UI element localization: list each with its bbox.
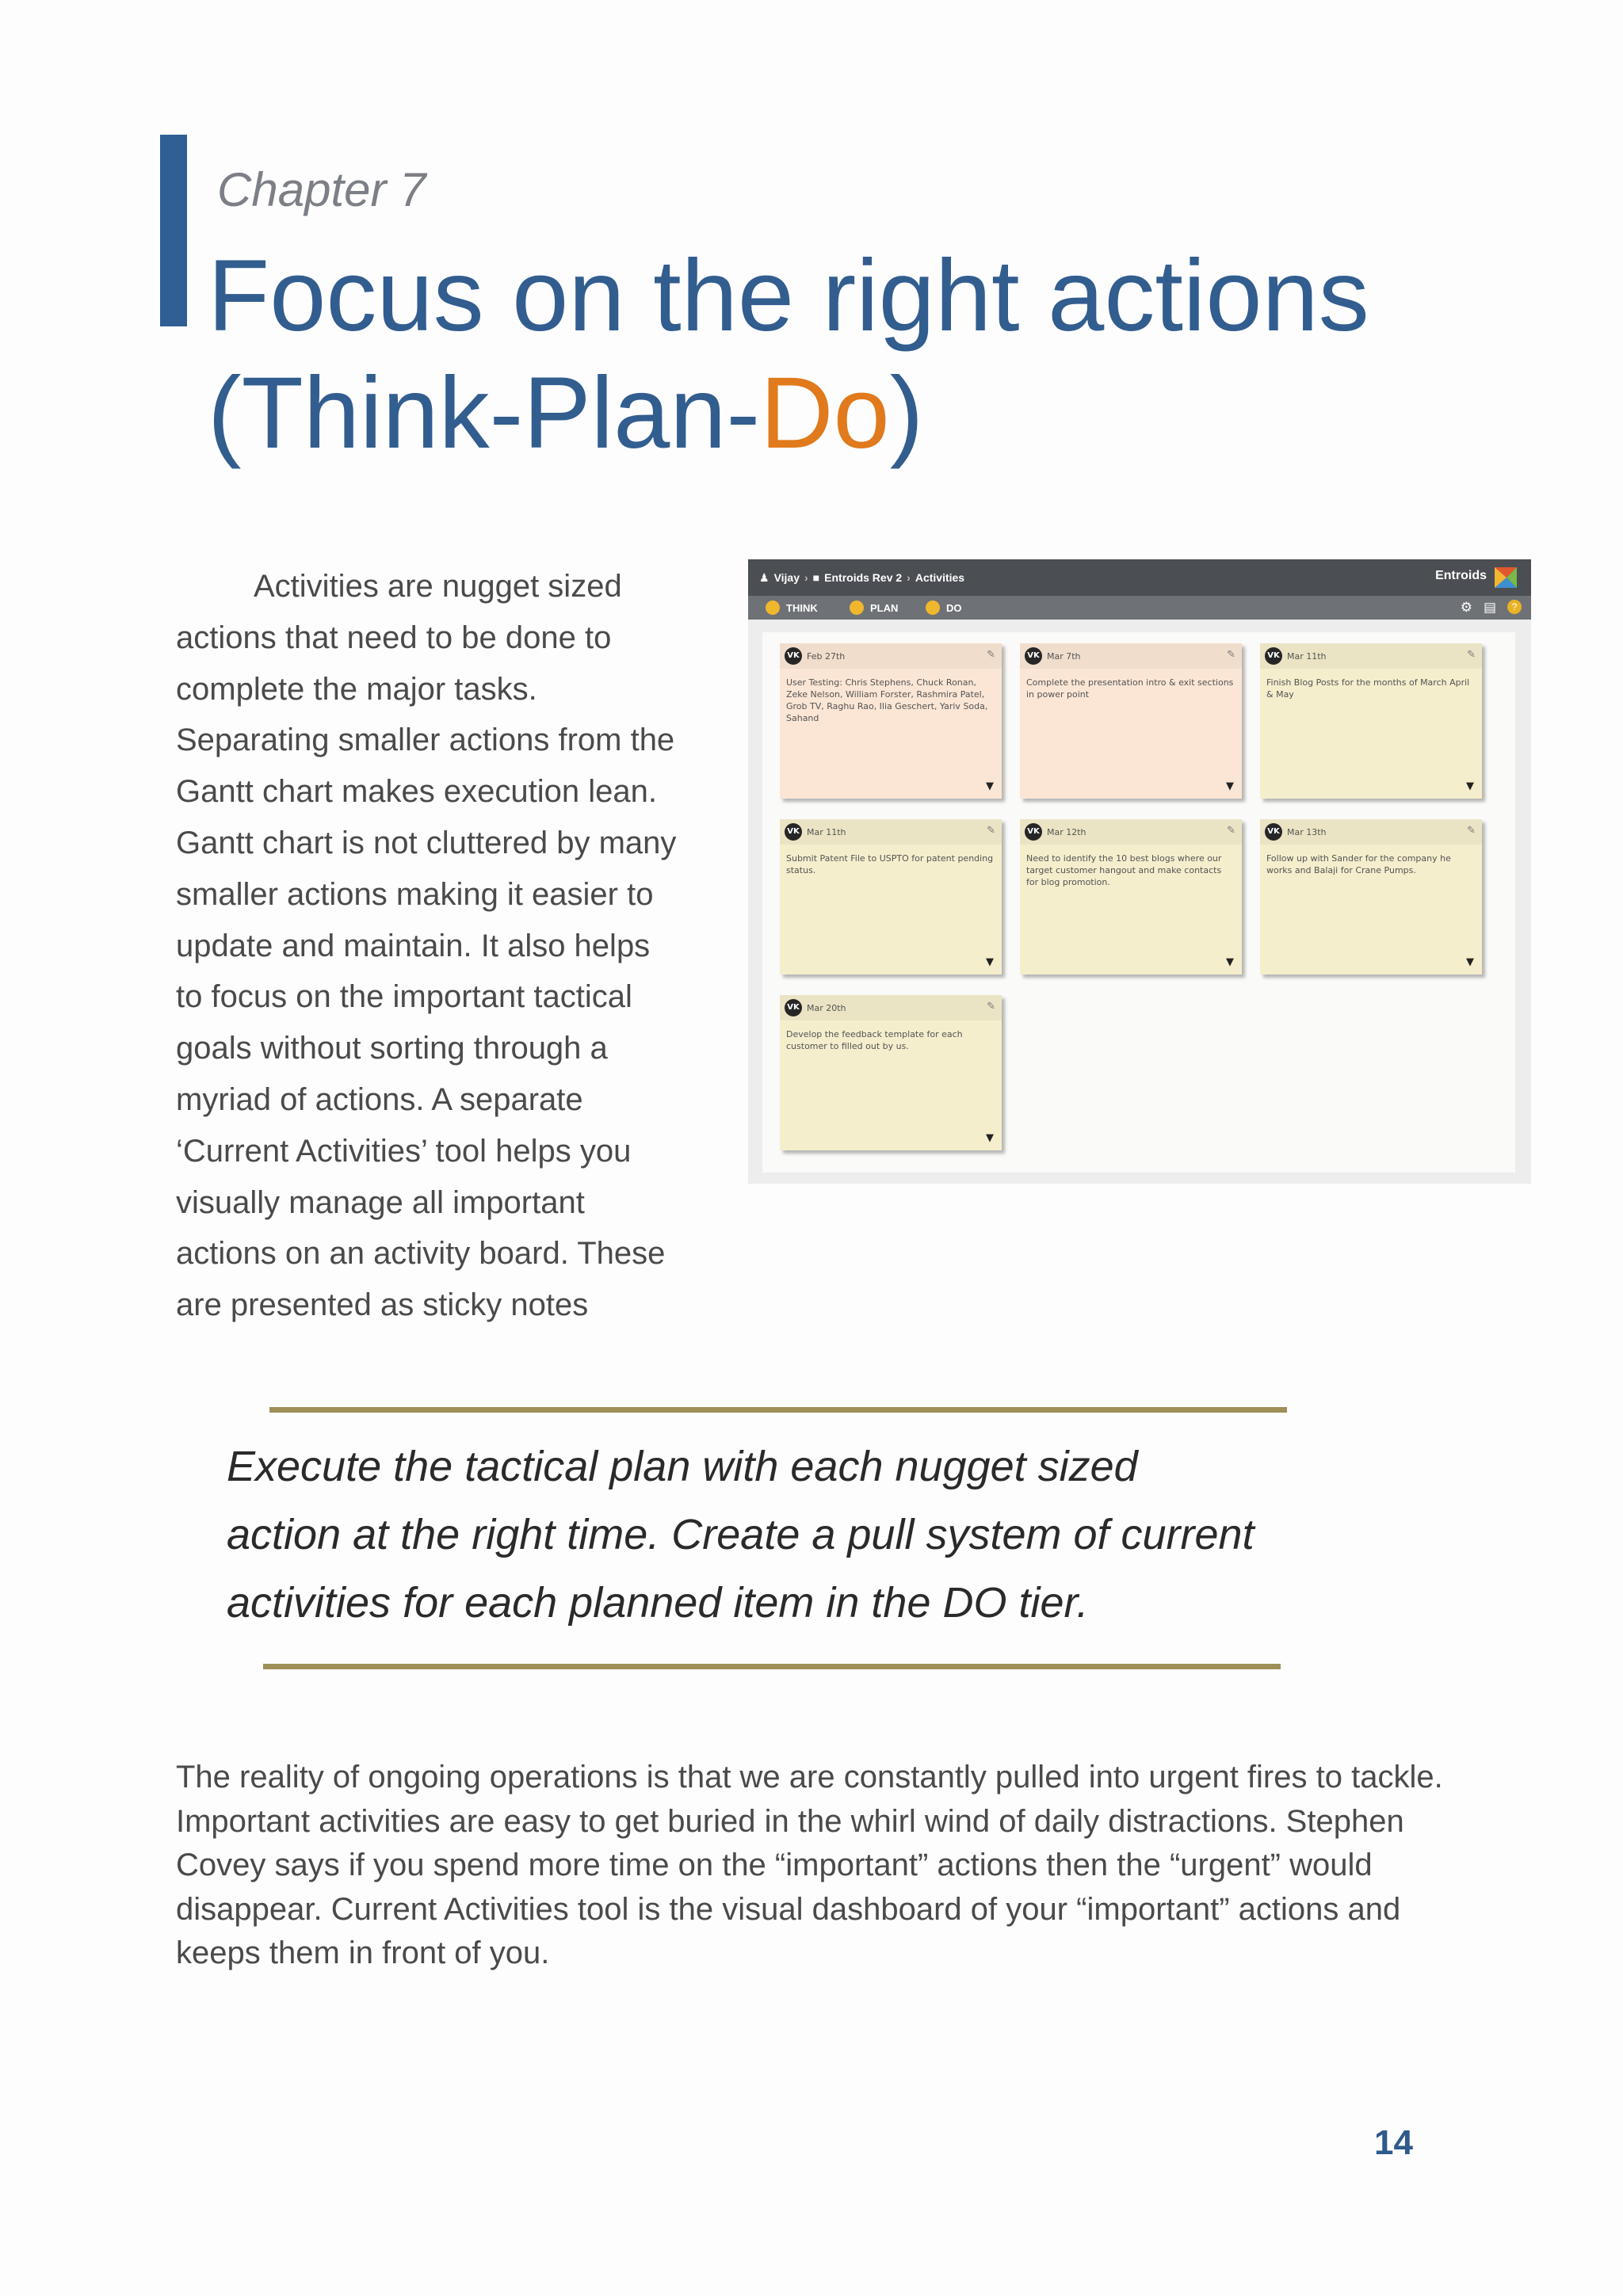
settings-icon[interactable]: ⚙ [1460,600,1472,615]
quote-rule-top [269,1407,1287,1413]
edit-icon[interactable]: ✎ [987,649,995,661]
intro-line: Separating smaller actions from the [176,723,675,758]
intro-line: smaller actions making it easier to [176,876,654,912]
note-text: Follow up with Sander for the company he works and Balaji for Crane Pumps. [1266,853,1451,875]
tier-plan[interactable]: PLAN [850,601,898,615]
intro-line: ‘Current Activities’ tool helps you [176,1133,632,1169]
breadcrumb-activities[interactable]: Activities [915,571,965,584]
note-header [1260,643,1482,669]
intro-line: complete the major tasks. [176,671,537,707]
tier-dot-icon [926,601,940,615]
note-text: Complete the presentation intro & exit sections in power point [1026,677,1234,700]
avatar: VK [1265,647,1282,665]
edit-icon[interactable]: ✎ [1227,649,1235,661]
note-date: Mar 7th [1047,650,1081,662]
quote-line: Execute the tactical plan with each nugget sized [227,1443,1138,1490]
note-text: Develop the feedback template for each customer to filled out by us. [786,1029,963,1051]
intro-line: Gantt chart makes execution lean. [176,774,657,810]
quote-line: activities for each planned item in the DO tier. [227,1579,1089,1627]
intro-paragraph [176,561,715,1331]
avatar: VK [785,999,802,1016]
breadcrumb-project[interactable]: Entroids Rev 2 [824,571,903,584]
intro-line: Activities are nugget sized [254,569,622,604]
quote-rule-bottom [263,1664,1281,1669]
page-number: 14 [1374,2123,1413,2162]
intro-line: actions that need to be done to [176,620,612,655]
tier-dot-icon [766,601,780,615]
sticky-note[interactable] [780,643,1002,799]
activity-board-screenshot [748,559,1531,1184]
chevron-down-icon[interactable]: ▼ [1466,780,1474,792]
app-top-bar [748,559,1531,596]
intro-line: visually manage all important [176,1184,585,1220]
avatar: VK [1265,823,1282,841]
chapter-accent-bar [160,135,187,326]
chevron-right-icon: › [804,571,808,584]
intro-line: goals without sorting through a [176,1031,608,1066]
chevron-down-icon[interactable]: ▼ [986,956,994,968]
chevron-down-icon[interactable]: ▼ [1226,956,1234,968]
avatar: VK [785,823,802,841]
tier-think[interactable]: THINK [766,601,818,615]
sticky-note[interactable] [1260,643,1482,799]
edit-icon[interactable]: ✎ [987,1001,995,1013]
avatar: VK [785,647,802,665]
title-suffix: ) [889,357,924,470]
intro-line: are presented as sticky notes [176,1287,589,1323]
note-header [1020,819,1242,845]
note-text: Need to identify the 10 best blogs where our target customer hangout and make contacts for blog promotion. [1026,853,1222,887]
note-header [780,995,1002,1020]
note-date: Feb 27th [807,650,846,662]
intro-line: update and maintain. It also helps [176,928,651,963]
chevron-down-icon[interactable]: ▼ [1226,780,1234,792]
chevron-down-icon[interactable]: ▼ [986,780,994,792]
sticky-note[interactable] [1020,819,1242,974]
tier-dot-icon [850,601,864,615]
body-paragraph [176,1756,1499,1976]
body-line: The reality of ongoing operations is that we are constantly pulled into urgent fires to tackle. [176,1760,1443,1794]
note-header [1020,643,1242,669]
intro-line: actions on an activity board. These [176,1236,666,1272]
body-line: disappear. Current Activities tool is the visual dashboard of your “important” actions and [176,1891,1401,1927]
avatar: VK [1025,647,1042,665]
intro-line: Gantt chart is not cluttered by many [176,825,677,860]
edit-icon[interactable]: ✎ [1227,825,1235,837]
note-text: Finish Blog Posts for the months of March April & May [1266,677,1470,700]
intro-line: to focus on the important tactical [176,979,632,1015]
chevron-down-icon[interactable]: ▼ [1466,956,1474,968]
breadcrumb [759,568,964,587]
title-line-1: Focus on the right actions [208,239,1369,353]
note-date: Mar 13th [1287,826,1327,837]
edit-icon[interactable]: ✎ [1467,649,1476,661]
tier-do[interactable]: DO [926,601,962,615]
breadcrumb-user[interactable]: Vijay [773,571,800,584]
note-header [1260,819,1482,845]
sticky-note[interactable] [1020,643,1242,799]
edit-icon[interactable]: ✎ [987,825,995,837]
sticky-note[interactable] [1260,819,1482,974]
brand-name: Entroids [1435,569,1487,582]
chapter-title [208,238,1602,472]
sticky-note[interactable] [780,819,1002,974]
user-icon: ♟ [759,570,769,584]
activity-board [762,632,1515,1173]
chevron-right-icon: › [907,571,911,584]
note-date: Mar 12th [1047,826,1086,837]
edit-icon[interactable]: ✎ [1467,825,1476,837]
title-line-2 [208,355,1602,472]
avatar: VK [1025,823,1042,841]
chapter-label: Chapter 7 [217,163,426,216]
folder-icon: ■ [812,571,820,584]
intro-line: myriad of actions. A separate [176,1081,583,1117]
note-header [780,643,1002,669]
tier-bar [748,596,1531,620]
sticky-note[interactable] [780,995,1002,1150]
title-highlight-do: Do [760,357,890,470]
note-date: Mar 11th [807,826,846,837]
chevron-down-icon[interactable]: ▼ [986,1132,994,1144]
help-icon[interactable]: ? [1507,600,1522,614]
body-line: Important activities are easy to get buried in the whirl wind of daily distractions. Stephen [176,1803,1404,1839]
body-line: keeps them in front of you. [176,1936,550,1971]
note-text: Submit Patent File to USPTO for patent pending status. [786,853,994,875]
note-header [780,819,1002,845]
quote-line: action at the right time. Create a pull system of current [227,1511,1254,1558]
note-date: Mar 20th [807,1002,846,1013]
title-prefix: (Think-Plan- [208,357,761,470]
note-text: User Testing: Chris Stephens, Chuck Ronan, Zeke Nelson, William Forster, Rashmira Patel, Grob TV, Raghu Rao, Ilia Geschert, Yariv Soda, Sahand [786,677,988,723]
brand-logo-icon [1493,564,1520,591]
body-line: Covey says if you spend more time on the “important” actions then the “urgent” would [176,1848,1373,1883]
note-date: Mar 11th [1287,650,1327,662]
pull-quote [227,1432,1574,1637]
document-icon[interactable]: ▤ [1483,600,1496,615]
toolbar-icons [1461,600,1522,616]
